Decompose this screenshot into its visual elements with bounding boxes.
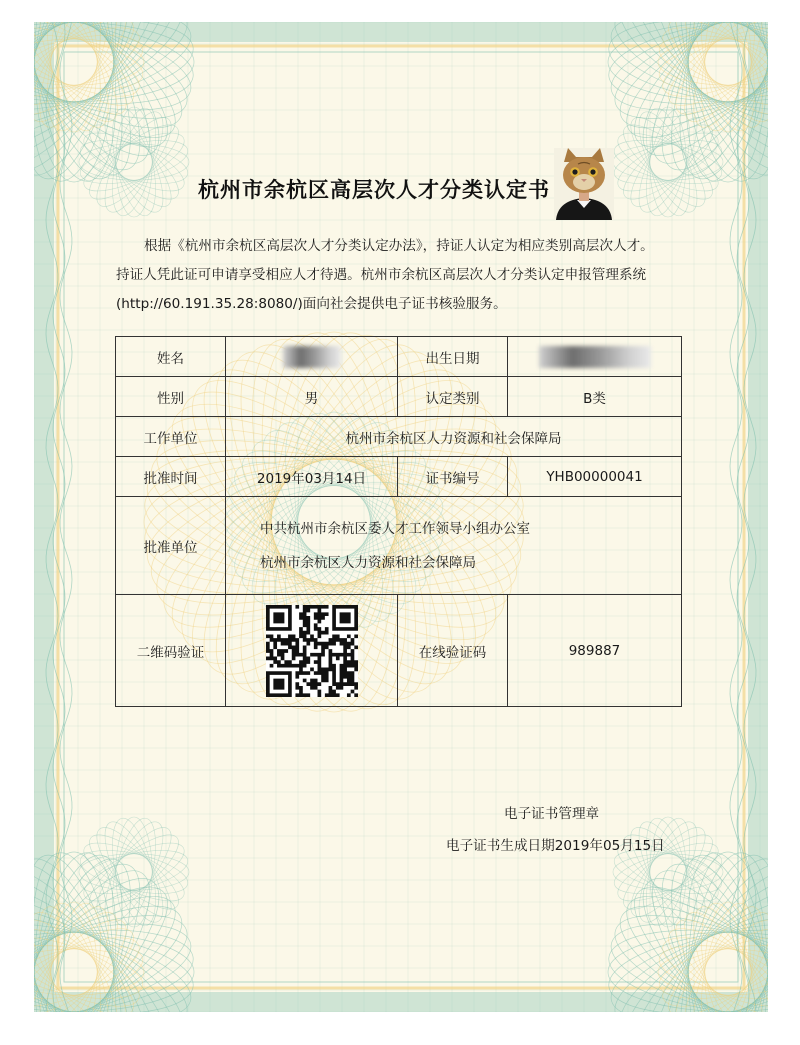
gender-label: 性别	[116, 377, 226, 417]
paragraph-line-1: 根据《杭州市余杭区高层次人才分类认定办法》，持证人认定为相应类别高层次人才。	[144, 238, 654, 254]
cert-no-label: 证书编号	[398, 457, 508, 497]
qr-label: 二维码验证	[116, 595, 226, 707]
birth-value	[508, 337, 682, 377]
certificate-paragraph	[116, 232, 696, 319]
table-row	[116, 595, 682, 707]
qr-cell	[226, 595, 398, 707]
paragraph-line-3: (http://60.191.35.28:8080/)面向社会提供电子证书核验服务。	[116, 296, 507, 312]
birth-label: 出生日期	[398, 337, 508, 377]
category-value: B类	[508, 377, 682, 417]
table-row	[116, 417, 682, 457]
approval-unit-line-2: 杭州市余杭区人力资源和社会保障局	[260, 554, 476, 571]
table-row	[116, 337, 682, 377]
name-redaction	[283, 346, 341, 368]
qr-code[interactable]	[266, 605, 358, 697]
online-code-label: 在线验证码	[398, 595, 508, 707]
approval-unit-line-1: 中共杭州市余杭区委人才工作领导小组办公室	[260, 520, 530, 537]
name-value	[226, 337, 398, 377]
employer-label: 工作单位	[116, 417, 226, 457]
table-row	[116, 377, 682, 417]
category-label: 认定类别	[398, 377, 508, 417]
online-code-value: 989887	[508, 595, 682, 707]
certificate-title: 杭州市余杭区高层次人才分类认定书	[198, 178, 550, 202]
approval-unit-value	[226, 497, 682, 595]
table-row	[116, 497, 682, 595]
certificate	[34, 22, 768, 1012]
approval-time-label: 批准时间	[116, 457, 226, 497]
cert-no-value: YHB00000041	[508, 457, 682, 497]
name-label: 姓名	[116, 337, 226, 377]
paragraph-line-2: 持证人凭此证可申请享受相应人才待遇。杭州市余杭区高层次人才分类认定申报管理系统	[116, 267, 647, 283]
info-table	[115, 336, 682, 707]
holder-photo	[554, 148, 614, 220]
seal-text: 电子证书管理章	[504, 806, 600, 822]
table-row	[116, 457, 682, 497]
approval-time-value: 2019年03月14日	[226, 457, 398, 497]
generated-date: 电子证书生成日期2019年05月15日	[446, 838, 665, 854]
gender-value: 男	[226, 377, 398, 417]
birth-redaction	[539, 346, 651, 368]
employer-value: 杭州市余杭区人力资源和社会保障局	[226, 417, 682, 457]
approval-unit-label: 批准单位	[116, 497, 226, 595]
